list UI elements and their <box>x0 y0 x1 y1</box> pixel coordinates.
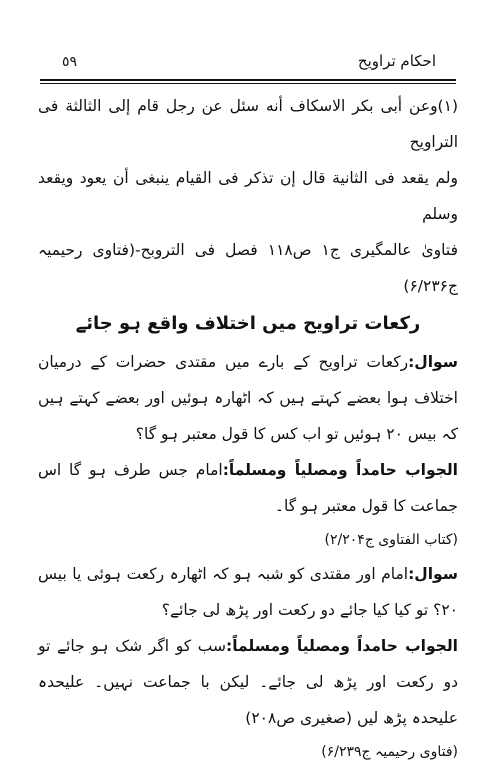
question-1-text: رکعات تراویح کے بارے میں مقتدی حضرات کے درمیان اختلاف ہوا بعضے کہتے ہیں کہ اٹھارہ ہوئیں اور بعضے کہتے ہیں کہ بیس ۲۰ ہوئیں تو اب کس کا قول معتبر ہو گا؟ <box>38 353 458 443</box>
answer-2-reference: (فتاوی رحیمیہ ج۶/۲۳۹) <box>321 744 458 760</box>
question-1 <box>38 344 458 452</box>
question-2-lead: سوال: <box>408 565 458 583</box>
running-title: احکام تراویح <box>357 52 436 70</box>
question-2 <box>38 556 458 628</box>
answer-1-reference: (کتاب الفتاوی ج۲/۲۰۴) <box>324 532 458 548</box>
arabic-quote-line-1: (۱)وعن أبى بكر الاسكاف أنه سئل عن رجل قام إلى الثالثة فى التراويح <box>38 97 458 151</box>
question-1-lead: سوال: <box>408 353 458 371</box>
header-rule-thin <box>40 83 456 84</box>
answer-2-lead: الجواب حامداً ومصلیاً ومسلماً: <box>226 637 458 655</box>
arabic-quote-line-3: فتاویٰ عالمگیری ج۱ ص۱۱۸ فصل فى التروبح-(فتاوی رحیمیہ ج۶/۲۳۶) <box>38 241 458 295</box>
arabic-quote <box>38 88 458 304</box>
answer-1-text: امام جس طرف ہو گا اس جماعت کا قول معتبر ہو گا۔ <box>38 461 458 515</box>
arabic-quote-line-2: ولم يقعد فى الثانية قال إن تذكر فى القيام ينبغى أن يعود ويقعد وسلم <box>38 169 458 223</box>
page-header <box>40 52 456 78</box>
answer-1-lead: الجواب حامداً ومصلیاً ومسلماً: <box>222 461 458 479</box>
answer-1 <box>38 452 458 524</box>
question-2-text: امام اور مقتدی کو شبہ ہو کہ اٹھارہ رکعت ہوئی یا بیس ۲۰؟ تو کیا کیا جائے دو رکعت اور پڑھ لی جائے؟ <box>38 565 458 619</box>
section-heading: رکعات تراویح میں اختلاف واقع ہو جائے <box>75 313 421 334</box>
page-number: ٥٩ <box>62 54 78 70</box>
answer-2 <box>38 628 458 736</box>
header-rule-thick <box>40 79 456 81</box>
answer-2-text: سب کو اگر شک ہو جائے تو دو رکعت اور پڑھ لی جائے۔ لیکن با جماعت نہیں۔ علیحدہ علیحدہ پڑھ لیں (صغیری ص۲۰۸) <box>38 637 458 727</box>
page-body <box>38 88 458 768</box>
